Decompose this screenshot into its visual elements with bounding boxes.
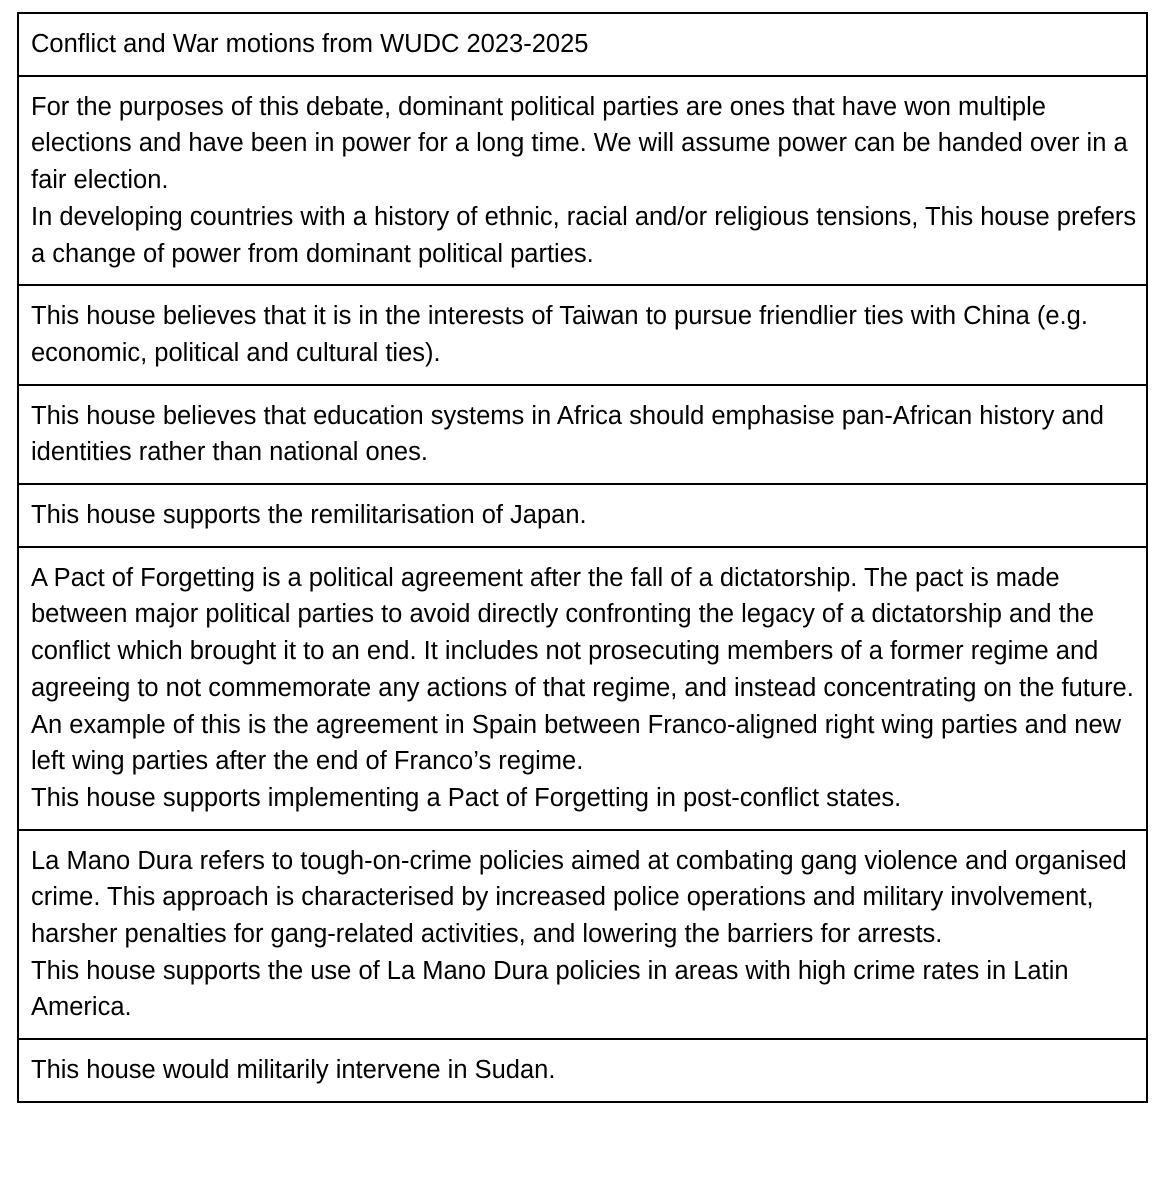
motion-text: This house believes that education systems in Africa should emphasise pan-African history and identities rather than national ones. (31, 401, 1104, 467)
info-slide-text: For the purposes of this debate, dominant political parties are ones that have won multiple elections and have been in power for a long time. We will assume power can be handed over in a fair election. (31, 92, 1128, 195)
table-title: Conflict and War motions from WUDC 2023-2025 (31, 30, 589, 58)
motion-cell (18, 547, 1147, 830)
table-row (18, 285, 1147, 384)
info-slide-text: La Mano Dura refers to tough-on-crime policies aimed at combating gang violence and organised crime. This approach is characterised by increased police operations and military involvement, harsher penalties for gang-related activities, and lowering the barriers for arrests. (31, 846, 1127, 949)
table-row (18, 547, 1147, 830)
motion-text: This house would militarily intervene in Sudan. (31, 1056, 556, 1085)
motion-text: This house believes that it is in the interests of Taiwan to pursue friendlier ties with China (e.g. economic, political and cultural ties). (31, 302, 1088, 367)
motion-cell (18, 1039, 1147, 1102)
motion-cell (18, 830, 1147, 1040)
motions-table (17, 12, 1148, 1103)
motion-text: In developing countries with a history of ethnic, racial and/or religious tensions, This house prefers a change of power from dominant political parties. (31, 202, 1137, 268)
table-row (18, 484, 1147, 547)
table-title-cell (18, 13, 1147, 76)
table-row (18, 385, 1147, 484)
motion-text: This house supports implementing a Pact of Forgetting in post-conflict states. (31, 783, 902, 812)
motion-cell (18, 385, 1147, 484)
table-header-row (18, 13, 1147, 76)
table-row (18, 1039, 1147, 1102)
info-slide-text: A Pact of Forgetting is a political agreement after the fall of a dictatorship. The pact is made between major political parties to avoid directly confronting the legacy of a dictatorship and the conflict which brought it to an end. It includes not prosecuting members of a former regime and agreeing to not commemorate any actions of that regime, and instead concentrating on the future. An example of this is the agreement in Spain between Franco-aligned right wing parties and new left wing parties after the end of Franco’s regime. (31, 563, 1134, 776)
motion-text: This house supports the remilitarisation of Japan. (31, 501, 587, 530)
motion-cell (18, 484, 1147, 547)
motion-cell (18, 76, 1147, 286)
motion-text: This house supports the use of La Mano Dura policies in areas with high crime rates in Latin America. (31, 956, 1069, 1022)
motion-cell (18, 285, 1147, 384)
table-row (18, 76, 1147, 286)
table-row (18, 830, 1147, 1040)
